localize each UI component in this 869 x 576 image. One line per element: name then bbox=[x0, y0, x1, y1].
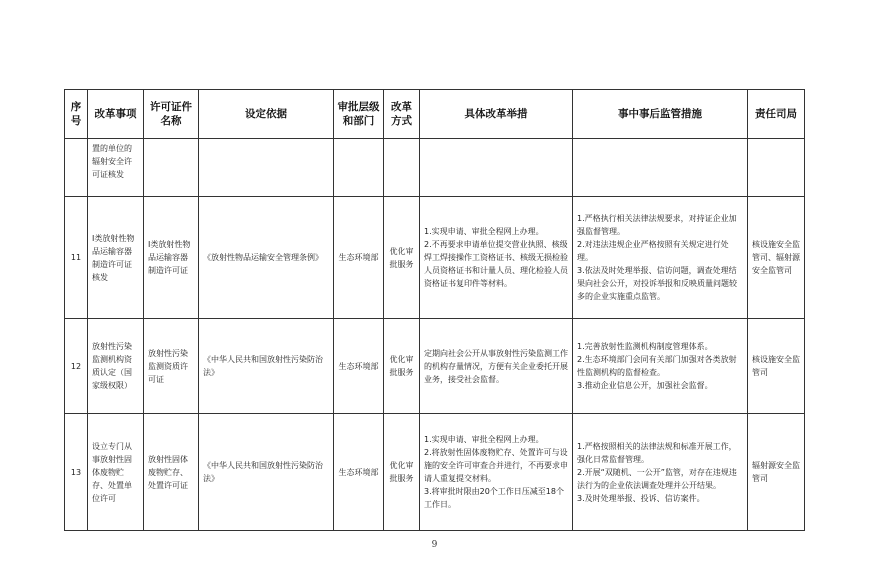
cell-bureau: 辐射源安全监管司 bbox=[748, 414, 805, 531]
header-dept: 审批层级和部门 bbox=[334, 90, 384, 139]
table-row bbox=[65, 414, 805, 531]
cell-basis: 《中华人民共和国放射性污染防治法》 bbox=[199, 414, 334, 531]
table-row bbox=[65, 197, 805, 319]
cell-method bbox=[384, 139, 420, 197]
cell-basis: 《放射性物品运输安全管理条例》 bbox=[199, 197, 334, 319]
cell-measures: 定期向社会公开从事放射性污染监测工作的机构存量情况，方便有关企业委托开展业务，接受社会监督。 bbox=[420, 319, 573, 414]
header-no: 序号 bbox=[65, 90, 88, 139]
table-row bbox=[65, 319, 805, 414]
cell-bureau: 核设施安全监管司、辐射源安全监管司 bbox=[748, 197, 805, 319]
cell-dept: 生态环境部 bbox=[334, 414, 384, 531]
cell-measures: 1.实现申请、审批全程网上办理。 2.将放射性固体废物贮存、处置许可与设施的安全许可审查合并进行，不再要求申请人重复提交材料。 3.将审批时限由20个工作日压减至18个工作日。 bbox=[420, 414, 573, 531]
cell-basis bbox=[199, 139, 334, 197]
cell-supervision: 1.严格按照相关的法律法规和标准开展工作，强化日常监督管理。 2.开展“双随机、一公开”监管，对存在违规违法行为的企业依法调查处理并公开结果。 3.及时处理举报、投诉、信访案件。 bbox=[573, 414, 748, 531]
cell-no: 12 bbox=[65, 319, 88, 414]
cell-supervision bbox=[573, 139, 748, 197]
cell-dept: 生态环境部 bbox=[334, 319, 384, 414]
cell-dept: 生态环境部 bbox=[334, 197, 384, 319]
cell-bureau bbox=[748, 139, 805, 197]
header-method: 改革方式 bbox=[384, 90, 420, 139]
cell-no: 13 bbox=[65, 414, 88, 531]
cell-item: 设立专门从事放射性固体废物贮存、处置单位许可 bbox=[88, 414, 144, 531]
cell-method: 优化审批服务 bbox=[384, 319, 420, 414]
header-basis: 设定依据 bbox=[199, 90, 334, 139]
cell-no: 11 bbox=[65, 197, 88, 319]
cell-bureau: 核设施安全监管司 bbox=[748, 319, 805, 414]
cell-item: 置的单位的辐射安全许可证核发 bbox=[88, 139, 144, 197]
table-row bbox=[65, 139, 805, 197]
header-supervision: 事中事后监管措施 bbox=[573, 90, 748, 139]
cell-measures: 1.实现申请、审批全程网上办理。 2.不再要求申请单位提交营业执照、核级焊工焊接操作工资格证书、核级无损检验人员资格证书和计量人员、理化检验人员资格证书复印件等材料。 bbox=[420, 197, 573, 319]
cell-item: 放射性污染监测机构资质认定（国家级权限） bbox=[88, 319, 144, 414]
header-row bbox=[65, 90, 805, 139]
header-bureau: 责任司局 bbox=[748, 90, 805, 139]
header-item: 改革事项 bbox=[88, 90, 144, 139]
cell-license bbox=[144, 139, 199, 197]
cell-license: 放射性污染监测资质许可证 bbox=[144, 319, 199, 414]
page-number: 9 bbox=[431, 540, 438, 550]
cell-supervision: 1.严格执行相关法律法规要求，对持证企业加强监督管理。 2.对违法违规企业严格按照有关规定进行处理。 3.依法及时处理举报、信访问题，调查处理结果向社会公开，对投诉举报和反映质量问题较多的企业实施重点监管。 bbox=[573, 197, 748, 319]
reform-table bbox=[64, 89, 805, 531]
cell-basis: 《中华人民共和国放射性污染防治法》 bbox=[199, 319, 334, 414]
cell-item: I类放射性物品运输容器制造许可证核发 bbox=[88, 197, 144, 319]
header-measures: 具体改革举措 bbox=[420, 90, 573, 139]
cell-no bbox=[65, 139, 88, 197]
cell-measures bbox=[420, 139, 573, 197]
cell-method: 优化审批服务 bbox=[384, 197, 420, 319]
cell-dept bbox=[334, 139, 384, 197]
cell-license: 放射性固体废物贮存、处置许可证 bbox=[144, 414, 199, 531]
cell-license: I类放射性物品运输容器制造许可证 bbox=[144, 197, 199, 319]
header-license: 许可证件名称 bbox=[144, 90, 199, 139]
cell-supervision: 1.完善放射性监测机构制度管理体系。 2.生态环境部门会同有关部门加强对各类放射性监测机构的监督检查。 3.推动企业信息公开，加强社会监督。 bbox=[573, 319, 748, 414]
cell-method: 优化审批服务 bbox=[384, 414, 420, 531]
